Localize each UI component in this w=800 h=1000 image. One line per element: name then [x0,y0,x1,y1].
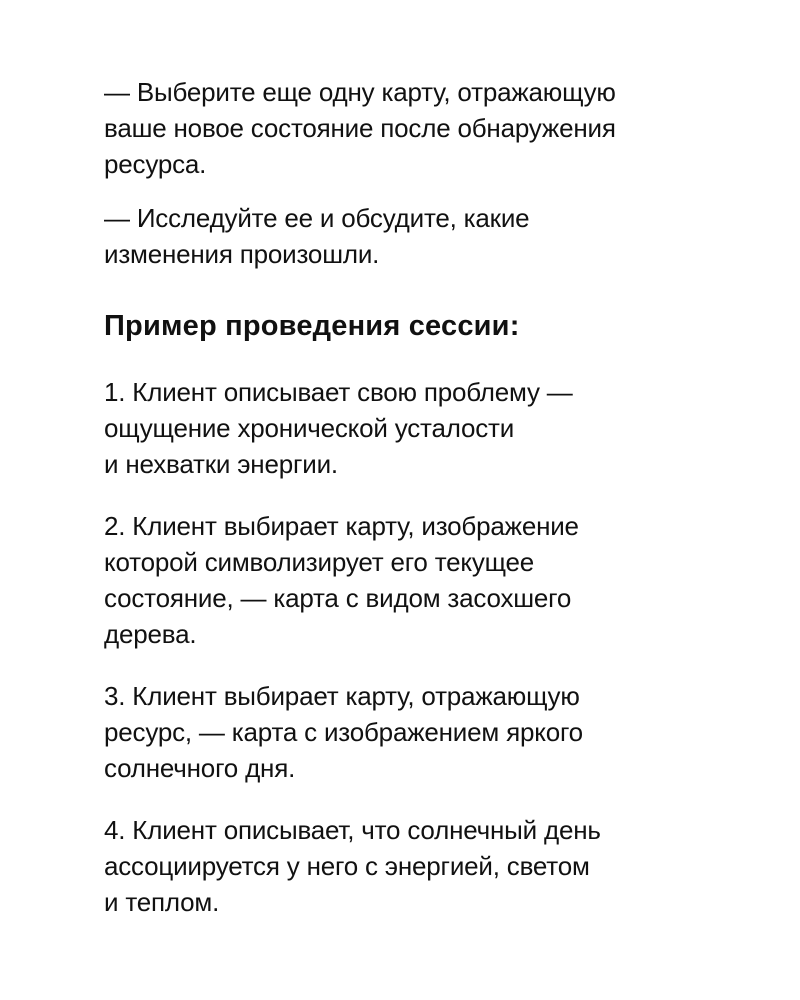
text-line: 3. Клиент выбирает карту, отражающую [104,681,580,711]
section-heading: Пример проведения сессии: [104,310,520,342]
intro-paragraph [104,200,764,272]
step-paragraph [104,508,764,652]
text-line: 1. Клиент описывает свою проблему — [104,377,573,407]
step-paragraph [104,374,764,482]
text-line: — Выберите еще одну карту, отражающую [104,77,616,107]
text-line: ресурс, — карта с изображением яркого [104,717,583,747]
text-line: которой символизирует его текущее [104,547,535,577]
intro-paragraph [104,74,764,182]
text-line: ресурса. [104,149,207,179]
text-line: 4. Клиент описывает, что солнечный день [104,815,601,845]
step-paragraph [104,812,764,920]
text-line: и нехватки энергии. [104,449,338,479]
text-line: ощущение хронической усталости [104,413,515,443]
text-line: ваше новое состояние после обнаружения [104,113,616,143]
text-line: — Исследуйте ее и обсудите, какие [104,203,530,233]
text-line: состояние, — карта с видом засохшего [104,583,572,613]
text-line: дерева. [104,619,197,649]
text-line: солнечного дня. [104,753,296,783]
step-paragraph [104,678,764,786]
text-line: ассоциируется у него с энергией, светом [104,851,590,881]
text-line: и теплом. [104,887,220,917]
text-line: изменения произошли. [104,239,380,269]
text-line: 2. Клиент выбирает карту, изображение [104,511,579,541]
document-content [104,74,764,946]
